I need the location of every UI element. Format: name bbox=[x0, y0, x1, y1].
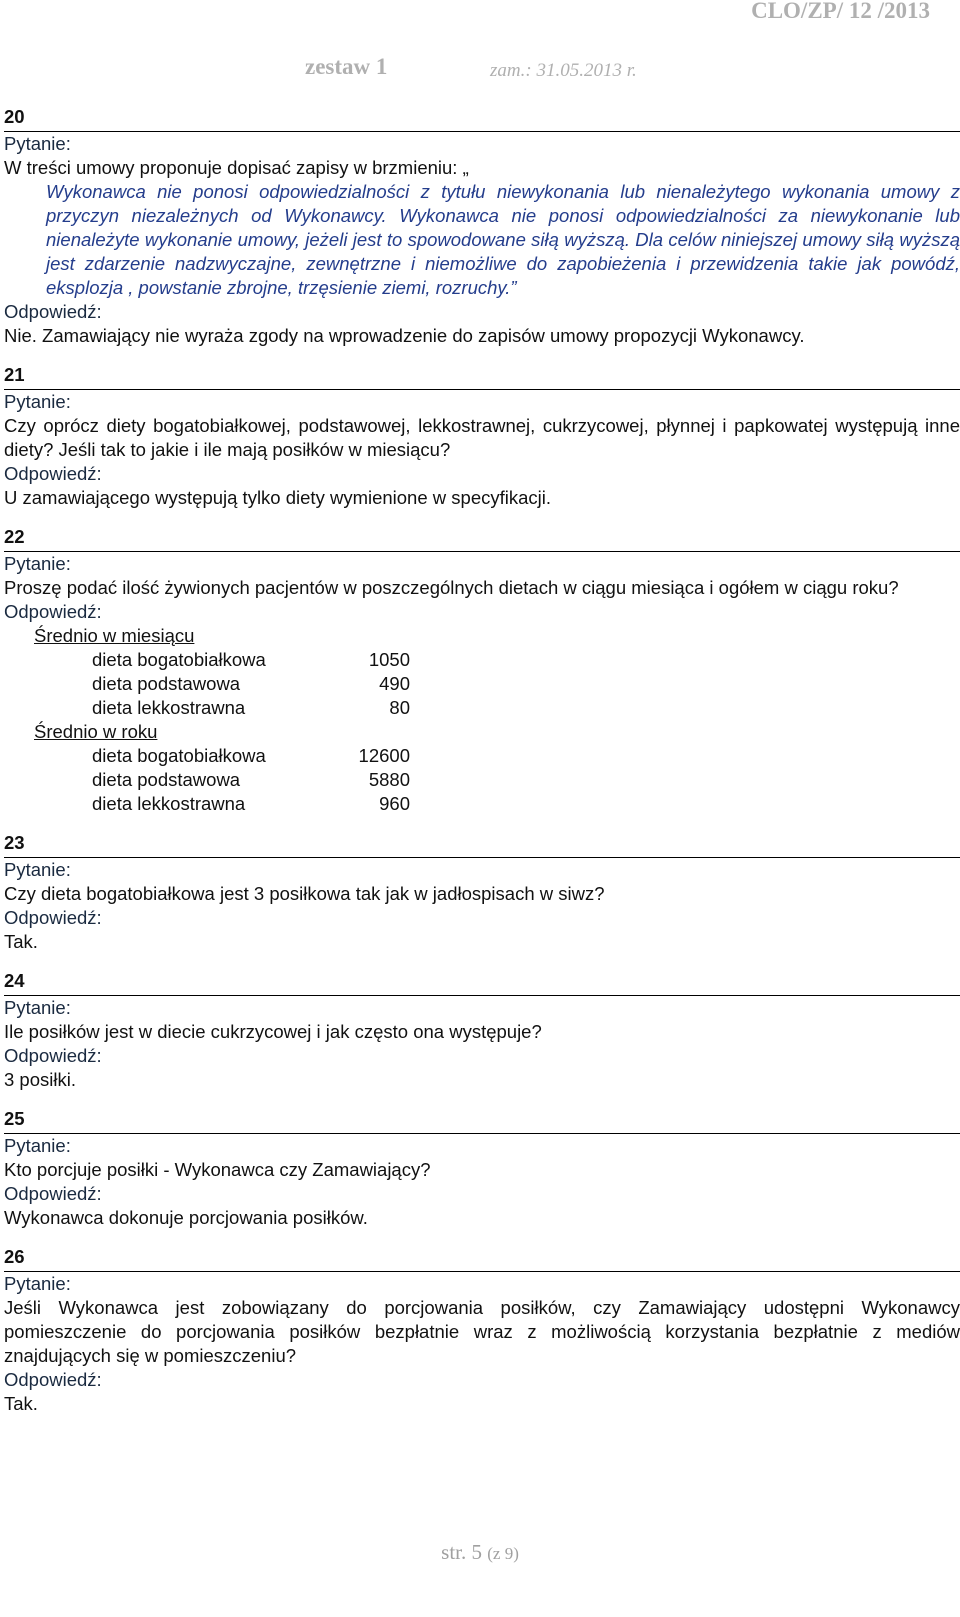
answer-text: 3 posiłki. bbox=[4, 1069, 76, 1090]
question-text: Jeśli Wykonawca jest zobowiązany do porcjowania posiłków, czy Zamawiający udostępni Wykonawcy pomieszczenie do porcjowania posiłków bezpłatnie wraz z możliwością korzystania bezpłatnie z mediów znajdujących się w pomieszczeniu? bbox=[4, 1297, 960, 1366]
diet-row bbox=[92, 648, 960, 672]
answer-text: Nie. Zamawiający nie wyraża zgody na wprowadzenie do zapisów umowy propozycji Wykonawcy. bbox=[4, 325, 805, 346]
question-label: Pytanie: bbox=[4, 997, 71, 1018]
question-number: 21 bbox=[4, 364, 960, 390]
diet-name: dieta podstawowa bbox=[92, 673, 241, 694]
diet-count: 960 bbox=[379, 793, 410, 814]
qa-item-24 bbox=[4, 970, 960, 1092]
diet-row bbox=[92, 696, 960, 720]
answer-label: Odpowiedź: bbox=[4, 1045, 102, 1066]
diet-row bbox=[92, 744, 960, 768]
diet-row bbox=[92, 792, 960, 816]
diet-row bbox=[92, 672, 960, 696]
question-number: 22 bbox=[4, 526, 960, 552]
question-text: Ile posiłków jest w diecie cukrzycowej i jak często ona występuje? bbox=[4, 1021, 542, 1042]
page-number: str. 5 bbox=[441, 1540, 482, 1564]
diet-name: dieta podstawowa bbox=[92, 769, 241, 790]
question-label: Pytanie: bbox=[4, 391, 71, 412]
question-label: Pytanie: bbox=[4, 553, 71, 574]
question-text: Czy dieta bogatobiałkowa jest 3 posiłkowa tak jak w jadłospisach w siwz? bbox=[4, 883, 605, 904]
qa-item-26 bbox=[4, 1246, 960, 1416]
order-date: zam.: 31.05.2013 r. bbox=[490, 60, 637, 81]
diet-name: dieta lekkostrawna bbox=[92, 697, 246, 718]
diet-name: dieta lekkostrawna bbox=[92, 793, 246, 814]
diet-count: 5880 bbox=[368, 769, 410, 790]
diet-count: 12600 bbox=[358, 745, 410, 766]
page-total: (z 9) bbox=[487, 1544, 519, 1563]
diet-count: 80 bbox=[389, 697, 410, 718]
qa-item-21 bbox=[4, 364, 960, 510]
qa-list bbox=[4, 106, 960, 1432]
question-text: Kto porcjuje posiłki - Wykonawca czy Zamawiający? bbox=[4, 1159, 431, 1180]
question-text: Czy oprócz diety bogatobiałkowej, podstawowej, lekkostrawnej, cukrzycowej, płynnej i papkowatej występują inne diety? Jeśli tak to jakie i ile mają posiłków w miesiącu? bbox=[4, 415, 960, 460]
question-number: 25 bbox=[4, 1108, 960, 1134]
monthly-heading: Średnio w miesiącu bbox=[34, 625, 195, 646]
answer-text: Wykonawca dokonuje porcjowania posiłków. bbox=[4, 1207, 368, 1228]
question-text: W treści umowy proponuje dopisać zapisy w brzmieniu: „ bbox=[4, 157, 469, 178]
answer-text: Tak. bbox=[4, 931, 38, 952]
page-footer bbox=[0, 1540, 960, 1565]
question-label: Pytanie: bbox=[4, 133, 71, 154]
diet-count: 490 bbox=[379, 673, 410, 694]
qa-item-23 bbox=[4, 832, 960, 954]
diet-count: 1050 bbox=[368, 649, 410, 670]
question-number: 24 bbox=[4, 970, 960, 996]
question-number: 23 bbox=[4, 832, 960, 858]
document-code: CLO/ZP/ 12 /2013 bbox=[751, 0, 930, 23]
answer-label: Odpowiedź: bbox=[4, 301, 102, 322]
diet-name: dieta bogatobiałkowa bbox=[92, 649, 266, 670]
diet-name: dieta bogatobiałkowa bbox=[92, 745, 266, 766]
answer-label: Odpowiedź: bbox=[4, 1183, 102, 1204]
answer-text: U zamawiającego występują tylko diety wymienione w specyfikacji. bbox=[4, 487, 552, 508]
quoted-clause: Wykonawca nie ponosi odpowiedzialności z tytułu niewykonania lub nienależytego wykonania umowy z przyczyn niezależnych od Wykonawcy. Wykonawca nie ponosi odpowiedzialności za niewykonanie lub nienależyte wykonanie umowy, jeżeli jest to spowodowane siłą wyższą. Dla celów niniejszej umowy siłą wyższą jest zdarzenie nadzwyczajne, zewnętrzne i niemożliwe do zapobieżenia i przewidzenia takie jak powódź, eksplozja , powstanie zbrojne, trzęsienie ziemi, rozruchy.” bbox=[46, 181, 960, 298]
answer-label: Odpowiedź: bbox=[4, 907, 102, 928]
diet-row bbox=[92, 768, 960, 792]
question-label: Pytanie: bbox=[4, 1135, 71, 1156]
question-label: Pytanie: bbox=[4, 859, 71, 880]
qa-item-25 bbox=[4, 1108, 960, 1230]
qa-item-22 bbox=[4, 526, 960, 816]
answer-label: Odpowiedź: bbox=[4, 1369, 102, 1390]
question-number: 26 bbox=[4, 1246, 960, 1272]
set-label: zestaw 1 bbox=[305, 54, 388, 79]
qa-item-20 bbox=[4, 106, 960, 348]
question-text: Proszę podać ilość żywionych pacjentów w poszczególnych dietach w ciągu miesiąca i ogółem w ciągu roku? bbox=[4, 577, 899, 598]
yearly-heading: Średnio w roku bbox=[34, 721, 158, 742]
question-label: Pytanie: bbox=[4, 1273, 71, 1294]
question-number: 20 bbox=[4, 106, 960, 132]
answer-text: Tak. bbox=[4, 1393, 38, 1414]
answer-label: Odpowiedź: bbox=[4, 463, 102, 484]
answer-label: Odpowiedź: bbox=[4, 601, 102, 622]
